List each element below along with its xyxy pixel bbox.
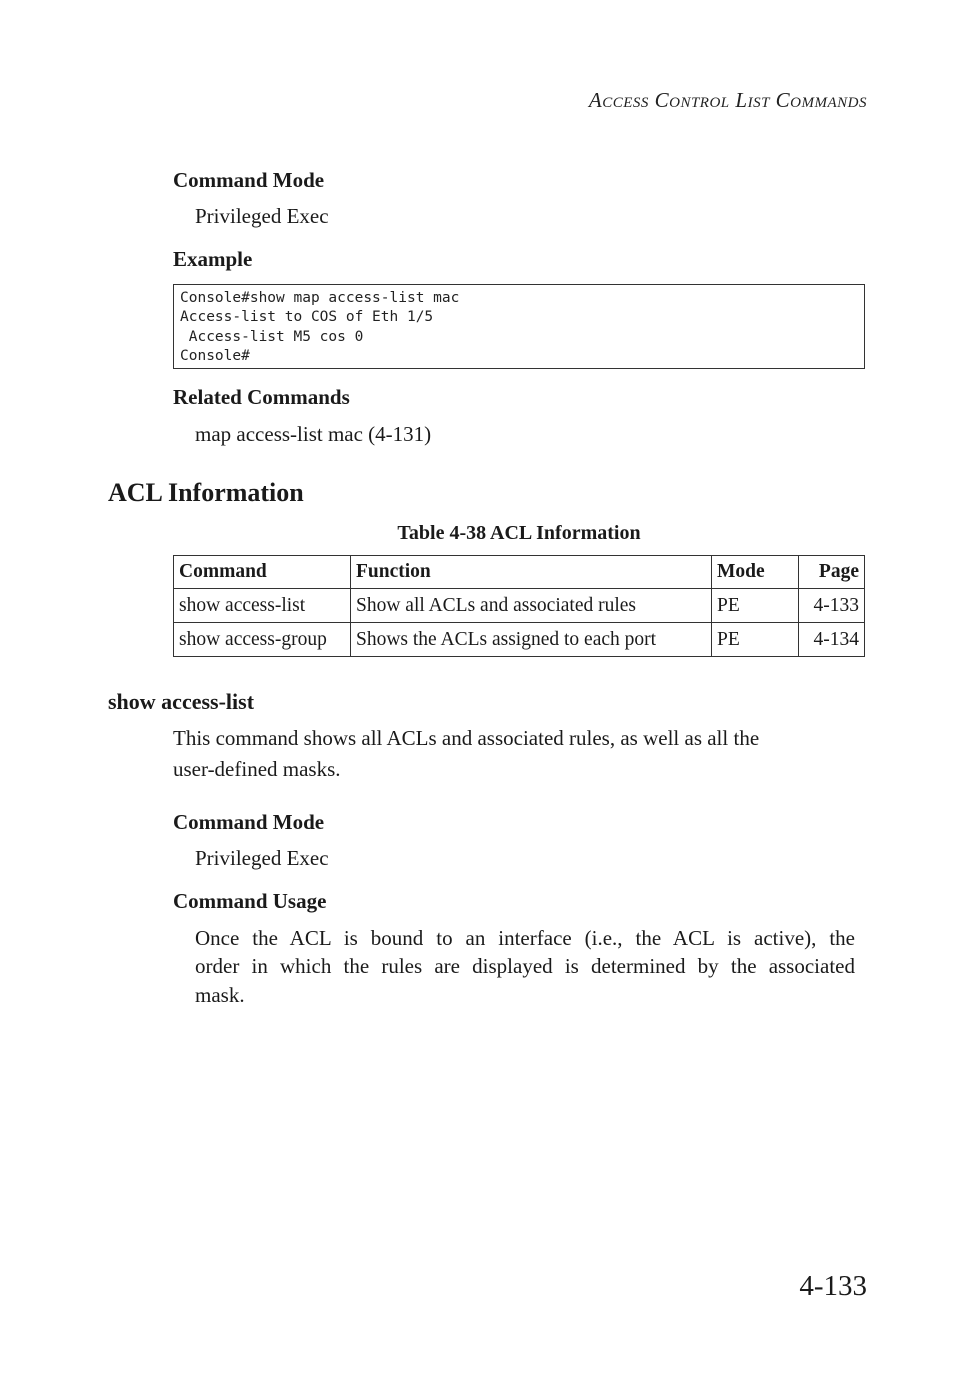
running-head: Access Control List Commands	[588, 88, 867, 112]
cell-function: Shows the ACLs assigned to each port	[351, 623, 712, 657]
table-row	[174, 589, 865, 623]
usage-line: mask.	[195, 983, 245, 1007]
code-line: Access-list M5 cos 0	[180, 328, 364, 345]
command-mode-heading-2: Command Mode	[173, 810, 325, 834]
cell-mode: PE	[712, 589, 799, 623]
usage-line: Once the ACL is bound to an interface (i.e., the ACL is active), the	[195, 926, 855, 950]
command-usage-heading: Command Usage	[173, 889, 327, 913]
command-mode-value: Privileged Exec	[195, 204, 329, 228]
column-header-command: Command	[174, 556, 351, 589]
table-row	[174, 623, 865, 657]
acl-information-heading: ACL Information	[108, 478, 304, 507]
table-caption: Table 4-38 ACL Information	[397, 522, 641, 544]
cell-page: 4-134	[799, 623, 865, 657]
cell-function: Show all ACLs and associated rules	[351, 589, 712, 623]
related-commands-value: map access-list mac (4-131)	[195, 422, 432, 446]
cell-page: 4-133	[799, 589, 865, 623]
page-number: 4-133	[799, 1270, 867, 1302]
description-line: user-defined masks.	[173, 757, 341, 781]
column-header-page: Page	[799, 556, 865, 589]
show-access-list-heading: show access-list	[108, 689, 255, 714]
code-line: Console#	[180, 347, 250, 364]
example-heading: Example	[173, 247, 253, 271]
acl-information-table	[173, 555, 865, 657]
table-header-row	[174, 556, 865, 589]
cell-command: show access-list	[174, 589, 351, 623]
cell-mode: PE	[712, 623, 799, 657]
code-line: Access-list to COS of Eth 1/5	[180, 309, 434, 326]
related-commands-heading: Related Commands	[173, 385, 350, 409]
code-example-box	[173, 284, 865, 369]
code-line: Console#show map access-list mac	[180, 290, 460, 306]
description-line: This command shows all ACLs and associated rules, as well as all the	[173, 726, 760, 750]
column-header-function: Function	[351, 556, 712, 589]
usage-line: order in which the rules are displayed is determined by the associated	[195, 954, 855, 978]
command-mode-value-2: Privileged Exec	[195, 846, 329, 870]
cell-command: show access-group	[174, 623, 351, 657]
command-mode-heading: Command Mode	[173, 168, 325, 192]
column-header-mode: Mode	[712, 556, 799, 589]
